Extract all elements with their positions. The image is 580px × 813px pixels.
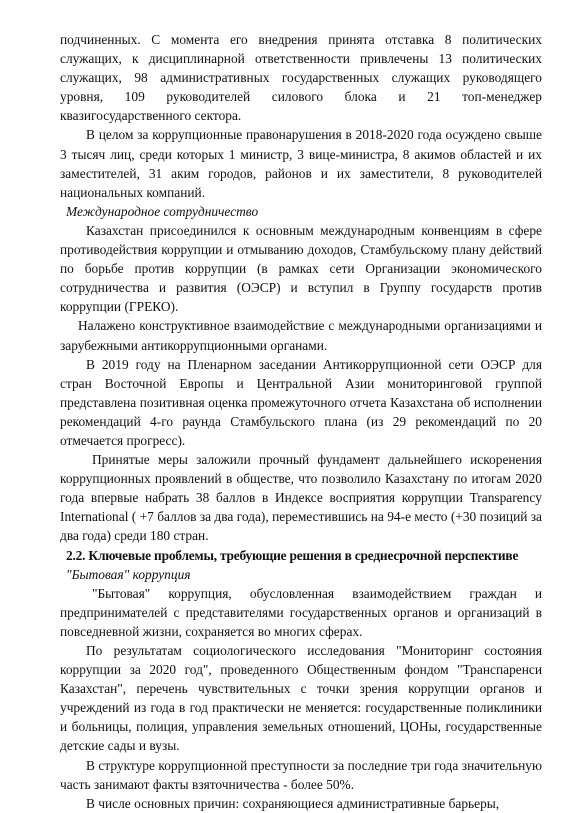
section-heading-key-problems: 2.2. Ключевые проблемы, требующие решения в среднесрочной перспективе: [66, 547, 519, 563]
paragraph-household-corruption: "Бытовая" коррупция, обусловленная взаимодействием граждан и предпринимателей с представителями государственных органов и организаций в повседневной жизни, сохраняется во многих сферах.: [60, 585, 542, 639]
paragraph-cpi-results: Принятые меры заложили прочный фундамент дальнейшего искоренения коррупционных проявлений в обществе, что позволило Казахстану по итогам 2020 года впервые набрать 38 баллов в Индексе восприятия коррупции Transparency International ( +7 баллов за два года), переместившись на 94-е место (+30 позиций за два года) среди 180 стран.: [60, 452, 542, 544]
paragraph-conventions: Казахстан присоединился к основным международным конвенциям в сфере противодействия коррупции и отмыванию доходов, Стамбульскому плану действий по борьбе против коррупции (в рамках сети Организации экономического сотрудничества и развития (ОЭСР) и вступил в Группу государств против коррупции (ГРЕКО).: [60, 222, 542, 315]
paragraph-convictions: В целом за коррупционные правонарушения в 2018-2020 года осуждено свыше 3 тысяч лиц, среди которых 1 министр, 3 вице-министра, 8 акимов областей и их заместителей, 31 аким городов, районов и их заместители, 8 руководителей национальных компаний.: [60, 127, 542, 200]
subheading-international-cooperation: Международное сотрудничество: [66, 203, 259, 219]
paragraph-oecd-evaluation: В 2019 году на Пленарном заседании Антикоррупционной сети ОЭСР для стран Восточной Европы и Центральной Азии мониторинговой группой представлена позитивная оценка промежуточного отчета Казахстана об исполнении рекомендаций 4-го раунда Стамбульского плана (из 29 рекомендаций по 20 отмечается прогресс).: [60, 356, 542, 448]
paragraph-interaction: Налажено конструктивное взаимодействие с международными организациями и зарубежными антикоррупционными органами.: [60, 318, 542, 353]
paragraph-bribery-share: В структуре коррупционной преступности за последние три года значительную часть занимают факты взяточничества - более 50%.: [60, 757, 542, 792]
subheading-household-corruption: "Бытовая" коррупция: [66, 566, 191, 582]
paragraph-sociological-study: По результатам социологического исследования "Мониторинг состояния коррупции за 2020 год", проведенного Общественным фондом "Транспаренси Казахстан", перечень чувствительных с точки зрения коррупции органов и учреждений из года в год практически не меняется: государственные поликлиники и больницы, полиция, управления земельных отношений, ЦОНы, государственные детские сады и вузы.: [60, 643, 542, 754]
paragraph-sanctions: подчиненных. С момента его внедрения принята отставка 8 политических служащих, к дисциплинарной ответственности привлечены 13 политических служащих, 98 административных государственных служащих руководящего уровня, 109 руководителей силового блока и 21 топ-менеджер квазигосударственного сектора.: [60, 32, 542, 124]
paragraph-main-causes: В числе основных причин: сохраняющиеся административные барьеры,: [86, 795, 500, 811]
